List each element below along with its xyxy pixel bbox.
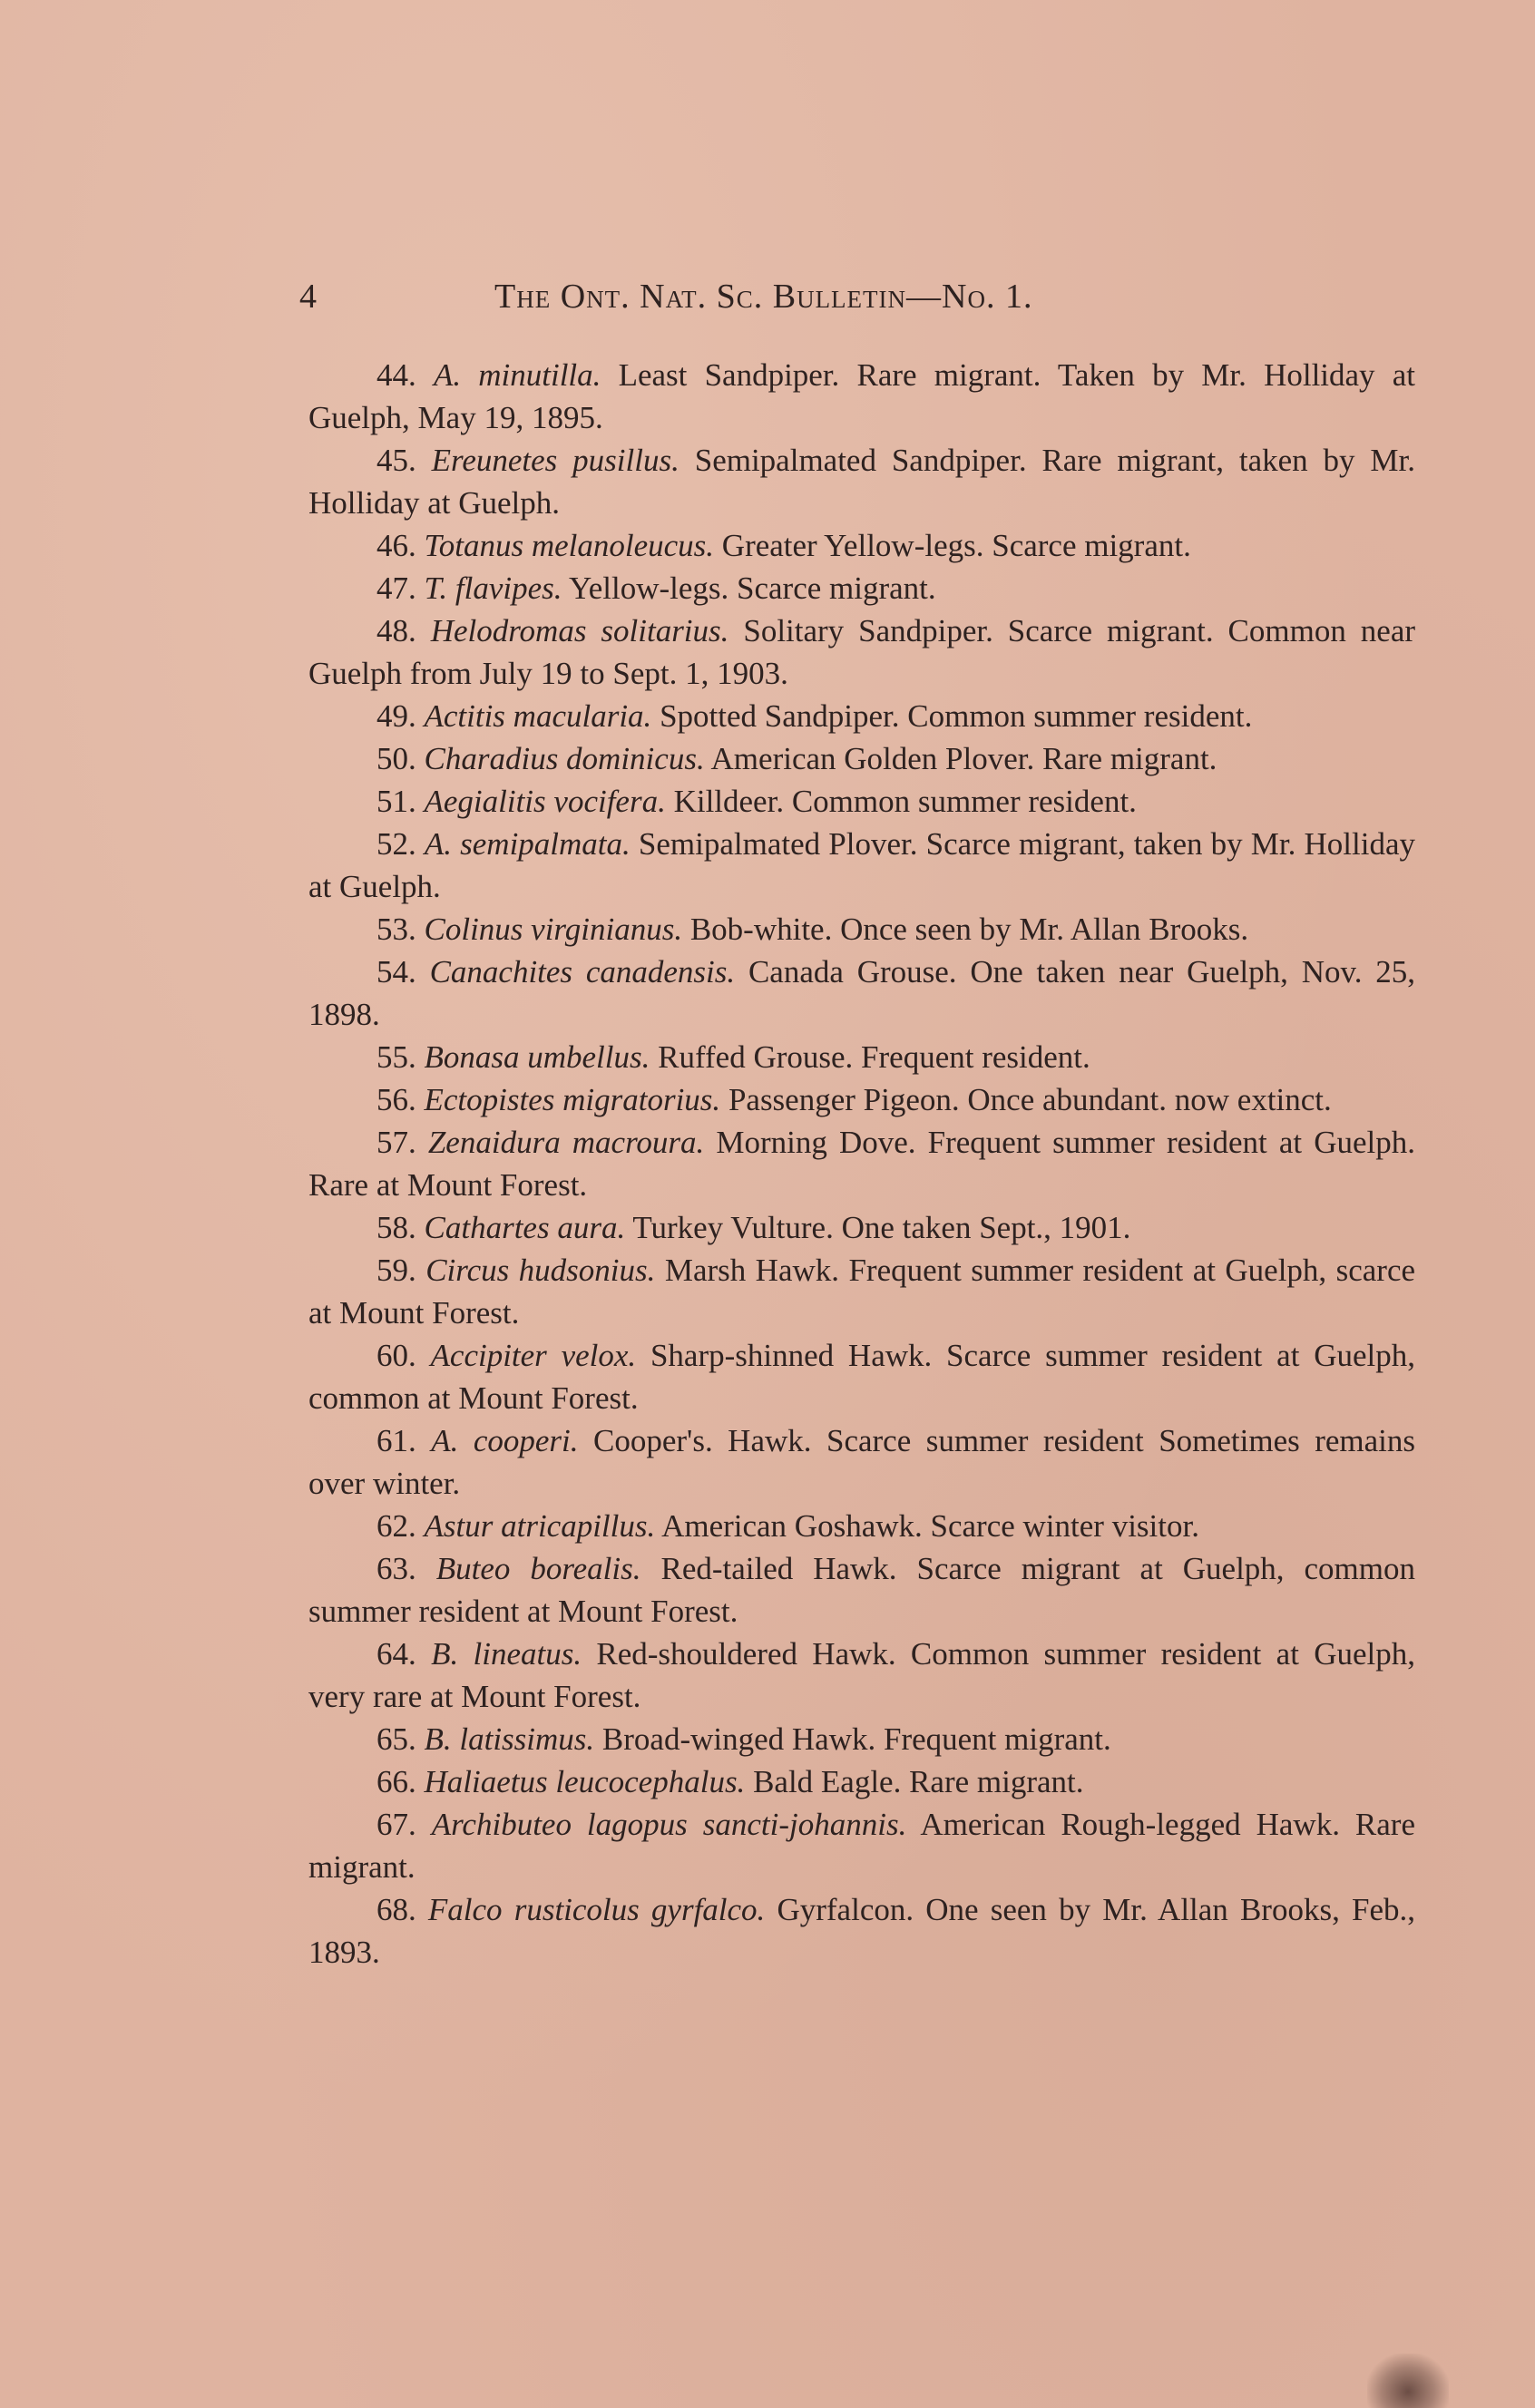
entry-description: American Goshawk. Scarce winter visitor. (661, 1508, 1199, 1544)
entry-description: American Golden Plover. Rare migrant. (710, 741, 1217, 776)
entry-description: Turkey Vulture. One taken Sept., 1901. (632, 1210, 1131, 1245)
entry-description: Killdeer. Common summer resident. (673, 784, 1137, 819)
entry-description: Gyrfalcon. One seen by Mr. Allan Brooks, Feb., 1893. (308, 1892, 1415, 1970)
species-entry (308, 1718, 1415, 1760)
species-entry (308, 354, 1415, 439)
entry-number: 45. (376, 443, 416, 478)
entry-number: 46. (376, 528, 416, 563)
entry-number: 63. (376, 1551, 416, 1586)
scientific-name: Canachites canadensis. (429, 954, 736, 990)
entry-number: 64. (376, 1636, 416, 1672)
entry-description: Red-tailed Hawk. Scarce migrant at Guelph, common summer resident at Mount Forest. (308, 1551, 1416, 1629)
entry-number: 47. (376, 570, 416, 606)
entry-number: 60. (376, 1338, 416, 1373)
entry-description: Marsh Hawk. Frequent summer resident at Guelph, scarce at Mount Forest. (308, 1253, 1416, 1331)
ink-blot (1367, 2354, 1449, 2408)
species-entry (308, 567, 1415, 609)
scientific-name: Actitis macularia. (424, 698, 652, 734)
entry-number: 50. (376, 741, 416, 776)
scientific-name: Archibuteo lagopus sancti-johannis. (431, 1807, 907, 1842)
entry-number: 54. (376, 954, 416, 990)
entry-number: 49. (376, 698, 416, 734)
entry-description: Semipalmated Plover. Scarce migrant, taken by Mr. Holliday at Guelph. (308, 826, 1416, 904)
entry-description: Passenger Pigeon. Once abundant. now extinct. (728, 1082, 1332, 1117)
entry-number: 55. (376, 1039, 416, 1075)
species-entry (308, 1036, 1415, 1078)
species-entry (308, 908, 1415, 951)
species-entry (308, 439, 1415, 524)
species-entry (308, 737, 1415, 780)
species-entry (308, 1547, 1415, 1633)
scientific-name: A. minutilla. (433, 357, 601, 393)
entry-description: Broad-winged Hawk. Frequent migrant. (601, 1721, 1111, 1757)
species-entry (308, 524, 1415, 567)
species-entry (308, 1121, 1415, 1206)
entry-description: Morning Dove. Frequent summer resident at Guelph. Rare at Mount Forest. (308, 1125, 1416, 1203)
entry-number: 68. (376, 1892, 416, 1927)
species-entry (308, 1888, 1415, 1974)
species-entry (308, 1419, 1415, 1505)
entry-description: Yellow-legs. Scarce migrant. (568, 570, 936, 606)
entry-number: 59. (376, 1253, 416, 1288)
scientific-name: T. flavipes. (424, 570, 562, 606)
entry-number: 61. (376, 1423, 416, 1458)
scientific-name: Haliaetus leucocephalus. (424, 1764, 746, 1799)
scientific-name: Falco rusticolus gyrfalco. (427, 1892, 766, 1927)
entry-description: Canada Grouse. One taken near Guelph, Nov. 25, 1898. (308, 954, 1415, 1032)
species-entry (308, 695, 1415, 737)
scientific-name: Totanus melanoleucus. (424, 528, 715, 563)
entry-number: 57. (376, 1125, 416, 1160)
entry-number: 53. (376, 912, 416, 947)
entry-number: 67. (376, 1807, 416, 1842)
entry-number: 58. (376, 1210, 416, 1245)
species-entry (308, 1078, 1415, 1121)
species-entry (308, 1334, 1415, 1419)
scientific-name: Cathartes aura. (424, 1210, 626, 1245)
scientific-name: A. cooperi. (431, 1423, 579, 1458)
entry-number: 48. (376, 613, 416, 648)
running-title: The Ont. Nat. Sc. Bulletin—No. 1. (494, 278, 1033, 316)
scientific-name: Astur atricapillus. (424, 1508, 656, 1544)
species-entry (308, 1206, 1415, 1249)
scientific-name: Ereunetes pusillus. (431, 443, 680, 478)
entry-description: Sharp-shinned Hawk. Scarce summer resident at Guelph, common at Mount Forest. (308, 1338, 1416, 1416)
scientific-name: Accipiter velox. (430, 1338, 637, 1373)
species-list (308, 354, 1415, 1974)
entry-description: Greater Yellow-legs. Scarce migrant. (721, 528, 1191, 563)
scientific-name: Bonasa umbellus. (424, 1039, 650, 1075)
entry-number: 44. (376, 357, 416, 393)
species-entry (308, 1633, 1415, 1718)
entry-number: 65. (376, 1721, 416, 1757)
species-entry (308, 780, 1415, 823)
entry-description: Bob-white. Once seen by Mr. Allan Brooks. (689, 912, 1249, 947)
entry-number: 56. (376, 1082, 416, 1117)
scientific-name: Aegialitis vocifera. (424, 784, 666, 819)
page-number: 4 (299, 278, 318, 316)
scientific-name: Colinus virginianus. (424, 912, 683, 947)
scientific-name: Circus hudsonius. (425, 1253, 656, 1288)
scientific-name: Buteo borealis. (435, 1551, 641, 1586)
species-entry (308, 1803, 1415, 1888)
entry-description: American Rough-legged Hawk. Rare migrant. (308, 1807, 1415, 1885)
species-entry (308, 609, 1415, 695)
page-header (299, 277, 1433, 331)
entry-description: Spotted Sandpiper. Common summer resident. (660, 698, 1253, 734)
entry-description: Solitary Sandpiper. Scarce migrant. Common near Guelph from July 19 to Sept. 1, 1903. (308, 613, 1416, 691)
entry-number: 62. (376, 1508, 416, 1544)
scientific-name: Charadius dominicus. (424, 741, 705, 776)
entry-description: Bald Eagle. Rare migrant. (753, 1764, 1084, 1799)
scientific-name: B. latissimus. (424, 1721, 595, 1757)
species-entry (308, 823, 1415, 908)
entry-number: 66. (376, 1764, 416, 1799)
species-entry (308, 1760, 1415, 1803)
species-entry (308, 1249, 1415, 1334)
scientific-name: Helodromas solitarius. (430, 613, 729, 648)
species-entry (308, 1505, 1415, 1547)
entry-description: Semipalmated Sandpiper. Rare migrant, taken by Mr. Holliday at Guelph. (308, 443, 1416, 521)
entry-description: Cooper's. Hawk. Scarce summer resident Sometimes remains over winter. (308, 1423, 1416, 1501)
scientific-name: Zenaidura macroura. (427, 1125, 705, 1160)
scientific-name: B. lineatus. (431, 1636, 582, 1672)
entry-description: Ruffed Grouse. Frequent resident. (658, 1039, 1090, 1075)
entry-description: Red-shouldered Hawk. Common summer resident at Guelph, very rare at Mount Forest. (308, 1636, 1416, 1714)
species-entry (308, 951, 1415, 1036)
entry-number: 52. (376, 826, 416, 862)
scientific-name: Ectopistes migratorius. (424, 1082, 721, 1117)
entry-description: Least Sandpiper. Rare migrant. Taken by Mr. Holliday at Guelph, May 19, 1895. (308, 357, 1415, 435)
entry-number: 51. (376, 784, 416, 819)
scientific-name: A. semipalmata. (424, 826, 631, 862)
